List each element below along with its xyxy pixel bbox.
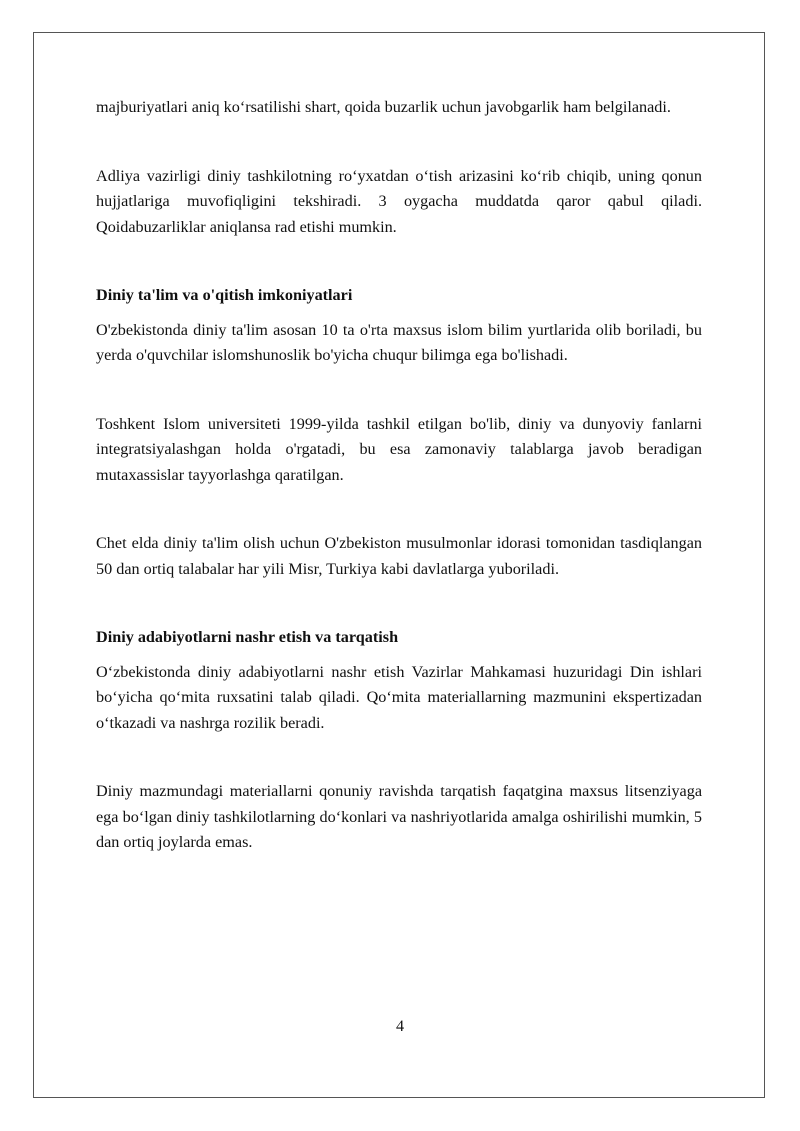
spacer	[96, 736, 702, 779]
spacer	[96, 488, 702, 531]
paragraph-publishing-permission: O‘zbekistonda diniy adabiyotlarni nashr etish Vazirlar Mahkamasi huzuridagi Din ishlari bo‘yicha qo‘mita ruxsatini talab qiladi. Qo‘mita materiallarning mazmunini ekspertizadan o‘tkazadi va nashrga rozilik beradi.	[96, 662, 702, 732]
spacer	[96, 121, 702, 164]
spacer	[96, 582, 702, 625]
paragraph-madrasa-education: O'zbekistonda diniy ta'lim asosan 10 ta o'rta maxsus islom bilim yurtlarida olib boriladi, bu yerda o'quvchilar islomshunoslik bo'yicha chuqur bilimga ega bo'lishadi.	[96, 320, 702, 364]
spacer	[96, 369, 702, 412]
paragraph-justice-ministry: Adliya vazirligi diniy tashkilotning ro‘yxatdan o‘tish arizasini ko‘rib chiqib, uning qonun hujjatlariga muvofiqligini tekshiradi. 3 oygacha muddatda qaror qabul qiladi. Qoidabuzarliklar aniqlansa rad etishi mumkin.	[96, 166, 702, 236]
section-heading-religious-education: Diniy ta'lim va o'qitish imkoniyatlari	[96, 286, 353, 304]
page-number: 4	[395, 1017, 405, 1035]
spacer	[96, 651, 702, 660]
spacer	[96, 240, 702, 283]
document-body	[96, 95, 702, 856]
paragraph-obligations: majburiyatlari aniq ko‘rsatilishi shart, qoida buzarlik uchun javobgarlik ham belgilanadi.	[96, 98, 671, 116]
section-heading-religious-literature: Diniy adabiyotlarni nashr etish va tarqatish	[96, 628, 399, 646]
paragraph-study-abroad: Chet elda diniy ta'lim olish uchun O'zbekiston musulmonlar idorasi tomonidan tasdiqlangan 50 dan ortiq talabalar har yili Misr, Turkiya kabi davlatlarga yuboriladi.	[96, 534, 702, 578]
paragraph-tashkent-university: Toshkent Islom universiteti 1999-yilda tashkil etilgan bo'lib, diniy va dunyoviy fanlarni integratsiyalashgan holda o'rgatadi, bu esa zamonaviy talablarga javob beradigan mutaxassislar tayyorlashga qaratilgan.	[96, 414, 702, 484]
paragraph-distribution-license: Diniy mazmundagi materiallarni qonuniy ravishda tarqatish faqatgina maxsus litsenziyaga ega bo‘lgan diniy tashkilotlarning do‘konlari va nashriyotlarida amalga oshirilishi mumkin, 5 dan ortiq joylarda emas.	[96, 782, 702, 851]
spacer	[96, 309, 702, 318]
